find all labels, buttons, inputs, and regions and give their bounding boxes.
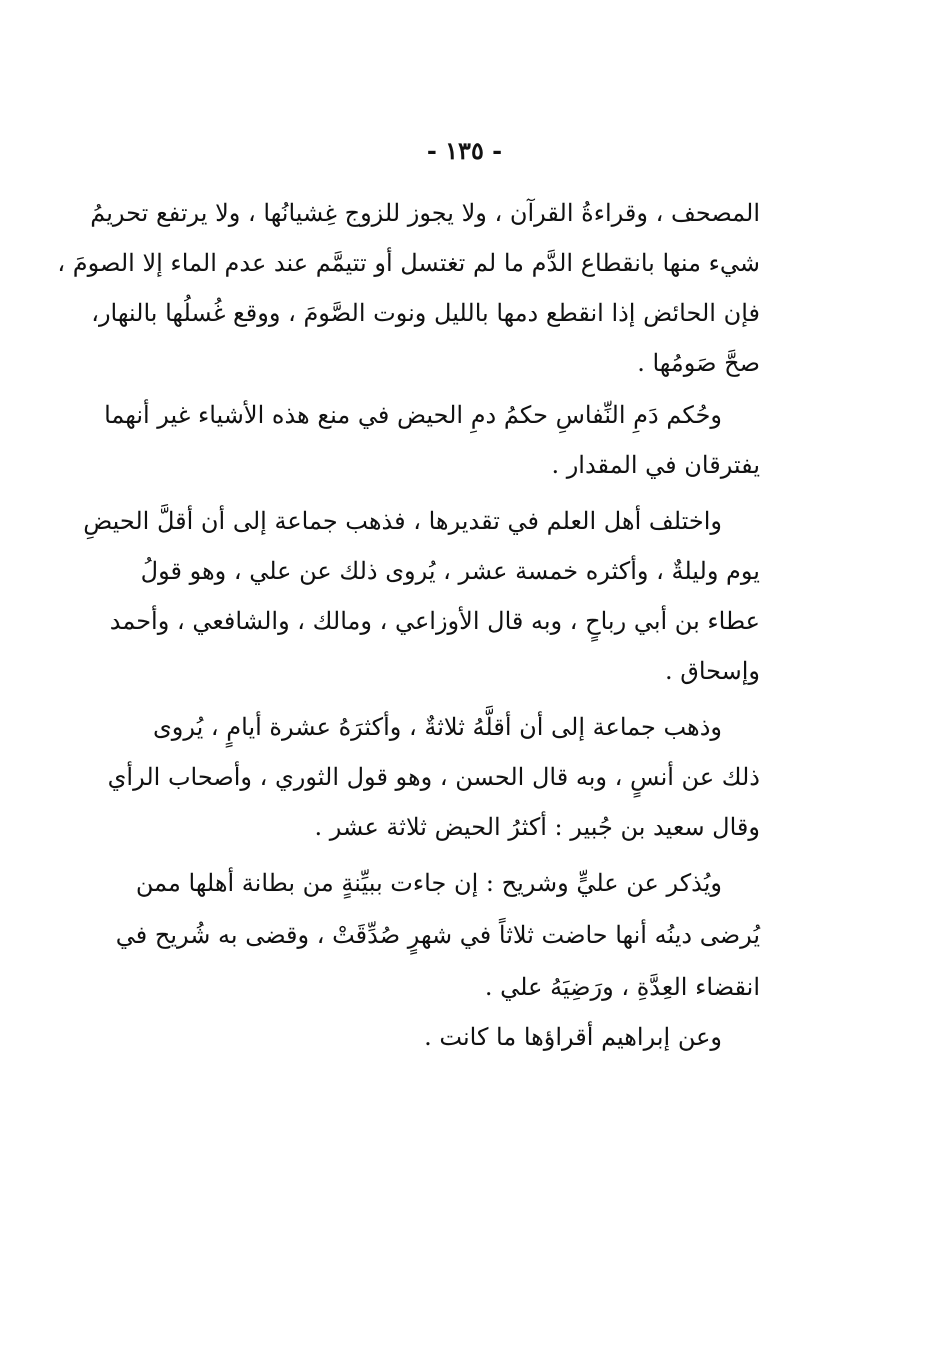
text-line: واختلف أهل العلم في تقديرها ، فذهب جماعة إلى أن أقلَّ الحيضِ xyxy=(83,507,722,535)
text-line: شيء منها بانقطاع الدَّم ما لم تغتسل أو تتيمَّم عند عدم الماء إلا الصومَ ، xyxy=(57,249,760,277)
text-line: يفترقان في المقدار . xyxy=(551,451,760,479)
text-line: وعن إبراهيم أقراؤها ما كانت . xyxy=(424,1023,722,1051)
text-line: المصحف ، وقراءةُ القرآن ، ولا يجوز للزوج غِشيانُها ، ولا يرتفع تحريمُ xyxy=(90,199,760,227)
text-line: ويُذكر عن عليٍّ وشريح : إن جاءت ببيِّنةٍ من بطانة أهلها ممن xyxy=(135,869,722,897)
text-line: وذهب جماعة إلى أن أقلَّهُ ثلاثةٌ ، وأكثرَهُ عشرة أيامٍ ، يُروى xyxy=(152,713,722,741)
text-line: انقضاء العِدَّةِ ، ورَضِيَهُ علي . xyxy=(484,973,760,1001)
text-line: يوم وليلةٌ ، وأكثره خمسة عشر ، يُروى ذلك عن علي ، وهو قولُ xyxy=(140,557,760,585)
text-line: وقال سعيد بن جُبير : أكثرُ الحيض ثلاثة عشر . xyxy=(314,813,760,841)
page-number: - ١٣٥ - xyxy=(426,136,503,165)
text-line: فإن الحائض إذا انقطع دمها بالليل ونوت الصَّومَ ، ووقع غُسلُها بالنهار، xyxy=(91,299,760,327)
text-line: وإسحاق . xyxy=(664,657,760,685)
text-line: ذلك عن أنسٍ ، وبه قال الحسن ، وهو قول الثوري ، وأصحاب الرأي xyxy=(107,763,760,791)
text-line: عطاء بن أبي رباحٍ ، وبه قال الأوزاعي ، ومالك ، والشافعي ، وأحمد xyxy=(109,607,760,635)
text-line: صحَّ صَومُها . xyxy=(637,349,760,377)
text-line: يُرضى دينُه أنها حاضت ثلاثاً في شهرٍ صُدِّقَتْ ، وقضى به شُريح في xyxy=(115,921,760,949)
text-line: وحُكم دَمِ النِّفاسِ حكمُ دمِ الحيض في منع هذه الأشياء غير أنهما xyxy=(104,401,722,429)
